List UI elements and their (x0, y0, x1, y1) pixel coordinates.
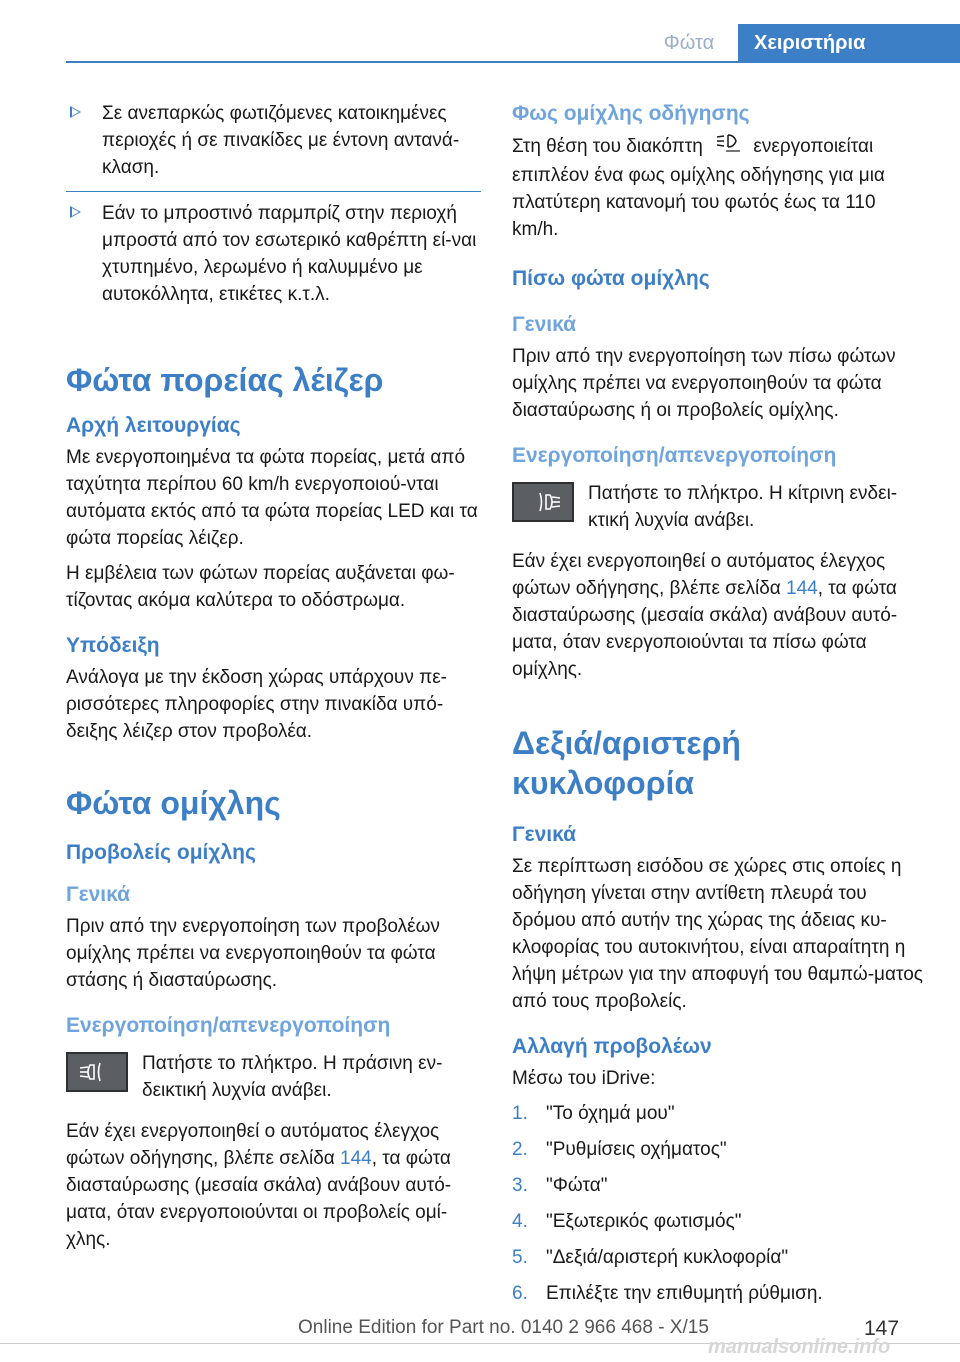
principle-paragraph-1: Με ενεργοποιημένα τα φώτα πορείας, μετά από ταχύτητα περίπου 60 km/h ενεργοποιού-νται αυτόματα εκτός από τα φώτα πορείας LED και τα φώτα πορείας λέιζερ. (66, 447, 478, 549)
change-headlights-heading: Αλλαγή προβολέων (512, 1035, 712, 1058)
step-text: "Φώτα" (546, 1175, 608, 1196)
rear-fog-lamp-icon (512, 482, 574, 522)
step-number: 1. (512, 1103, 528, 1124)
rear-auto-text-pre: Εάν έχει ενεργοποιηθεί ο αυτόματος έλεγχος φώτων οδήγησης, βλέπε σελίδα (512, 551, 886, 599)
activation-paragraph: Πατήστε το πλήκτρο. Η πράσινη εν-δεικτική λυχνία ανάβει. (142, 1053, 443, 1101)
edition-footer: Online Edition for Part no. 0140 2 966 468 - X/15 (298, 1317, 709, 1338)
triangle-bullet-icon (70, 106, 81, 118)
rear-general-heading: Γενικά (512, 313, 577, 336)
step-number: 4. (512, 1211, 528, 1232)
principle-heading: Αρχή λειτουργίας (66, 414, 241, 437)
triangle-bullet-icon (70, 206, 81, 218)
list-item (512, 1208, 927, 1235)
left-column (66, 100, 481, 1253)
fog-drive-light-icon (708, 132, 748, 162)
step-number: 5. (512, 1247, 528, 1268)
step-text: "Δεξιά/αριστερή κυκλοφορία" (546, 1247, 789, 1268)
activation-heading: Ενεργοποίηση/απενεργοποίηση (66, 1014, 391, 1037)
header-rule (66, 61, 960, 63)
auto-light-paragraph (66, 1118, 481, 1253)
rear-fog-heading: Πίσω φώτα ομίχλης (512, 267, 710, 290)
page-number: 147 (864, 1317, 900, 1340)
fog-lights-title: Φώτα ομίχλης (66, 785, 281, 821)
list-item (512, 1136, 927, 1163)
laser-lights-title: Φώτα πορείας λέιζερ (66, 362, 384, 398)
rear-auto-light-paragraph (512, 548, 927, 683)
rear-activation-paragraph: Πατήστε το πλήκτρο. Η κίτρινη ενδει-κτική λυχνία ανάβει. (588, 483, 898, 531)
step-number: 6. (512, 1283, 528, 1304)
fog-drive-text-post: ενεργοποιείται επιπλέον ένα φως ομίχλης οδήγησης για μια πλατύτερη κατανομή του φωτός έως τα 110 km/h. (512, 136, 885, 240)
right-column (512, 100, 927, 1316)
header-section-tab: Φώτα (663, 32, 715, 54)
rear-auto-text-post: , τα φώτα διασταύρωσης (μεσαία σκάλα) ανάβουν αυτό-ματα, όταν ενεργοποιούνται τα πίσω φώτα ομίχλης. (512, 578, 898, 680)
step-text: "Εξωτερικός φωτισμός" (546, 1211, 742, 1232)
list-item (512, 1244, 927, 1271)
traffic-side-title: Δεξιά/αριστερή κυκλοφορία (512, 725, 741, 801)
step-number: 3. (512, 1175, 528, 1196)
step-text: "Ρυθμίσεις οχήματος" (546, 1139, 727, 1160)
bullet-text: Εάν το μπροστινό παρμπρίζ στην περιοχή μπροστά από τον εσωτερικό καθρέπτη εί-ναι χτυπημένο, λερωμένο ή καλυμμένο με αυτοκόλλητα, ετικέτες κ.τ.λ. (102, 203, 477, 305)
step-number: 2. (512, 1139, 528, 1160)
hint-paragraph: Ανάλογα με την έκδοση χώρας υπάρχουν πε-ρισσότερες πληροφορίες στην πινακίδα υπό-δειξης λέιζερ στον προβολέα. (66, 667, 448, 742)
auto-light-text-post: , τα φώτα διασταύρωσης (μεσαία σκάλα) ανάβουν αυτό-ματα, όταν ενεργοποιούνται οι προβολείς ομί-χλης. (66, 1148, 452, 1250)
page-link-144[interactable]: 144 (340, 1148, 372, 1169)
general-heading: Γενικά (66, 883, 131, 906)
fog-drive-heading: Φως ομίχλης οδήγησης (512, 102, 750, 125)
steps-list (512, 1100, 927, 1307)
bullet-item (66, 100, 481, 181)
bullet-text: Σε ανεπαρκώς φωτιζόμενες κατοικημένες περιοχές ή σε πινακίδες με έντονη αντανά-κλαση. (102, 103, 460, 178)
fog-drive-text-pre: Στη θέση του διακόπτη (512, 136, 703, 158)
header-chapter-tab: Χειριστήρια (738, 24, 960, 62)
fog-drive-paragraph (512, 132, 927, 243)
hint-heading: Υπόδειξη (66, 634, 160, 657)
list-item (512, 1172, 927, 1199)
front-fog-button-row (66, 1050, 481, 1104)
watermark: manualsonline.info (708, 1336, 891, 1358)
front-fog-heading: Προβολείς ομίχλης (66, 841, 256, 864)
bullet-item (66, 200, 481, 308)
traffic-general-paragraph: Σε περίπτωση εισόδου σε χώρες στις οποίες η οδήγηση γίνεται στην αντίθετη πλευρά του δρόμου από αυτήν της χώρας της άδειας κυ-κλοφορίας του αυτοκινήτου, είναι απαραίτητη η λήψη μέτρων για την αποφυγή του θαμπώ-ματος από τους προβολείς. (512, 856, 923, 1012)
traffic-general-heading: Γενικά (512, 823, 577, 846)
rear-activation-heading: Ενεργοποίηση/απενεργοποίηση (512, 444, 837, 467)
principle-paragraph-2: Η εμβέλεια των φώτων πορείας αυξάνεται φω-τίζοντας ακόμα καλύτερα το οδόστρωμα. (66, 563, 455, 611)
step-text: "Το όχημά μου" (546, 1103, 675, 1124)
page-link-144[interactable]: 144 (786, 578, 818, 599)
front-fog-lamp-icon (66, 1052, 128, 1092)
list-item (512, 1100, 927, 1127)
auto-light-text-pre: Εάν έχει ενεργοποιηθεί ο αυτόματος έλεγχος φώτων οδήγησης, βλέπε σελίδα (66, 1121, 440, 1169)
list-item (512, 1280, 927, 1307)
bullet-divider (66, 191, 481, 192)
general-paragraph: Πριν από την ενεργοποίηση των προβολέων ομίχλης πρέπει να ενεργοποιηθούν τα φώτα στάσης ή διασταύρωσης. (66, 916, 440, 991)
step-text: Επιλέξτε την επιθυμητή ρύθμιση. (546, 1283, 823, 1304)
rear-fog-button-row (512, 480, 927, 534)
rear-general-paragraph: Πριν από την ενεργοποίηση των πίσω φώτων ομίχλης πρέπει να ενεργοποιηθούν τα φώτα διασταύρωσης ή οι προβολείς ομίχλης. (512, 346, 896, 421)
change-intro: Μέσω του iDrive: (512, 1068, 656, 1089)
